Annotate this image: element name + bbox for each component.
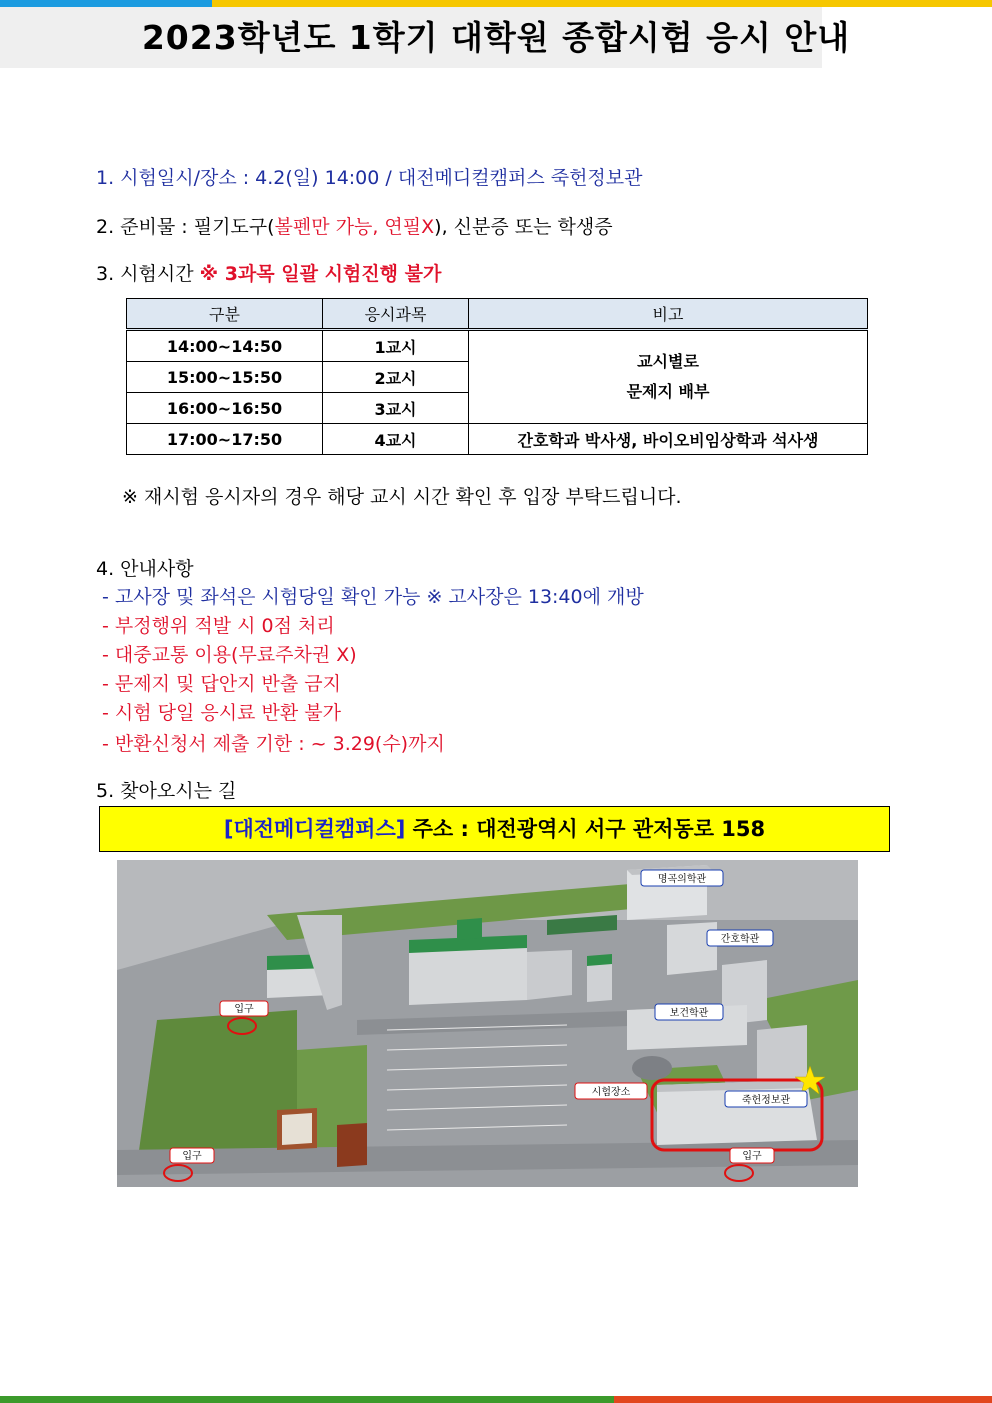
table-header: 비고 [469, 299, 868, 330]
table-cell-note-merged [469, 330, 868, 424]
table-cell-time: 17:00~17:50 [127, 424, 323, 455]
grass-left [137, 1010, 297, 1165]
section-5-directions: 5. 찾아오시는 길 [96, 780, 237, 802]
notice-item: - 문제지 및 답안지 반출 금지 [102, 673, 341, 695]
note-line-1: 교시별로 [637, 352, 699, 371]
address-box [99, 806, 890, 852]
section-1-schedule: 1. 시험일시/장소 : 4.2(일) 14:00 / 대전메디컬캠퍼스 죽헌정보관 [96, 167, 643, 189]
label-entrance-2-text: 입구 [182, 1151, 202, 1162]
section-3-warning: ※ 3과목 일괄 시험진행 불가 [199, 263, 442, 285]
notice-item: - 대중교통 이용(무료주차권 X) [102, 644, 357, 666]
table-row [127, 330, 868, 362]
jukheon-building [657, 1080, 817, 1145]
campus-name: [대전메디컬캠퍼스] [223, 817, 406, 841]
title-bar-green [0, 1396, 614, 1403]
page-title: 2023학년도 1학기 대학원 종합시험 응시 안내 [141, 18, 851, 57]
dome [632, 1056, 672, 1080]
section-3-label: 3. 시험시간 [96, 263, 200, 285]
label-health [655, 1004, 723, 1020]
table-header: 응시과목 [323, 299, 469, 330]
section-2-pen-only: 볼펜만 가능, 연필X [274, 216, 435, 238]
section-2-supplies [96, 212, 613, 239]
table-cell-time: 14:00~14:50 [127, 330, 323, 362]
label-entrance-3-text: 입구 [742, 1151, 762, 1162]
label-myeonggok [641, 870, 723, 886]
notice-item: - 부정행위 적발 시 0점 처리 [102, 615, 335, 637]
label-exam-place-text: 시험장소 [591, 1087, 631, 1098]
notice-item: - 반환신청서 제출 기한 : ~ 3.29(수)까지 [102, 733, 445, 755]
campus-map [117, 860, 858, 1187]
title-bar-orange [614, 1396, 992, 1403]
notice-item: - 시험 당일 응시료 반환 불가 [102, 702, 341, 724]
table-cell-time: 16:00~16:50 [127, 393, 323, 424]
notice-item: - 고사장 및 좌석은 시험당일 확인 가능 ※ 고사장은 13:40에 개방 [102, 586, 644, 608]
table-cell-subject: 1교시 [323, 330, 469, 362]
section-2-prefix: 2. 준비물 : 필기도구( [96, 216, 275, 238]
title-bar-yellow [212, 0, 992, 7]
table-cell-note: 간호학과 박사생, 바이오비임상학과 석사생 [469, 424, 868, 455]
label-entrance-1-text: 입구 [234, 1004, 254, 1015]
label-health-text: 보건학관 [669, 1008, 709, 1019]
note-line-2: 문제지 배부 [626, 382, 710, 401]
address-text: 주소 : 대전광역시 서구 관저동로 158 [405, 817, 766, 841]
table-cell-subject: 4교시 [323, 424, 469, 455]
table-cell-subject: 2교시 [323, 362, 469, 393]
label-myeonggok-text: 명곡의학관 [657, 874, 707, 885]
section-3-exam-time [96, 259, 441, 286]
table-header-row [127, 299, 868, 330]
label-jukheon-text: 죽헌정보관 [741, 1095, 791, 1106]
section-2-suffix: ), 신분증 또는 학생증 [434, 216, 613, 238]
table-row [127, 424, 868, 455]
table-cell-subject: 3교시 [323, 393, 469, 424]
schedule-table [126, 298, 868, 455]
label-exam-place [575, 1083, 647, 1099]
section-4-label: 4. 안내사항 [96, 558, 194, 580]
table-header: 구분 [127, 299, 323, 330]
side-building [757, 1025, 807, 1085]
retest-note: ※ 재시험 응시자의 경우 해당 교시 시간 확인 후 입장 부탁드립니다. [122, 486, 682, 508]
label-nursing [707, 930, 773, 946]
title-bar-blue [0, 0, 212, 7]
table-cell-time: 15:00~15:50 [127, 362, 323, 393]
label-nursing-text: 간호학관 [720, 934, 760, 945]
title-banner [0, 0, 851, 68]
label-jukheon [725, 1091, 807, 1107]
